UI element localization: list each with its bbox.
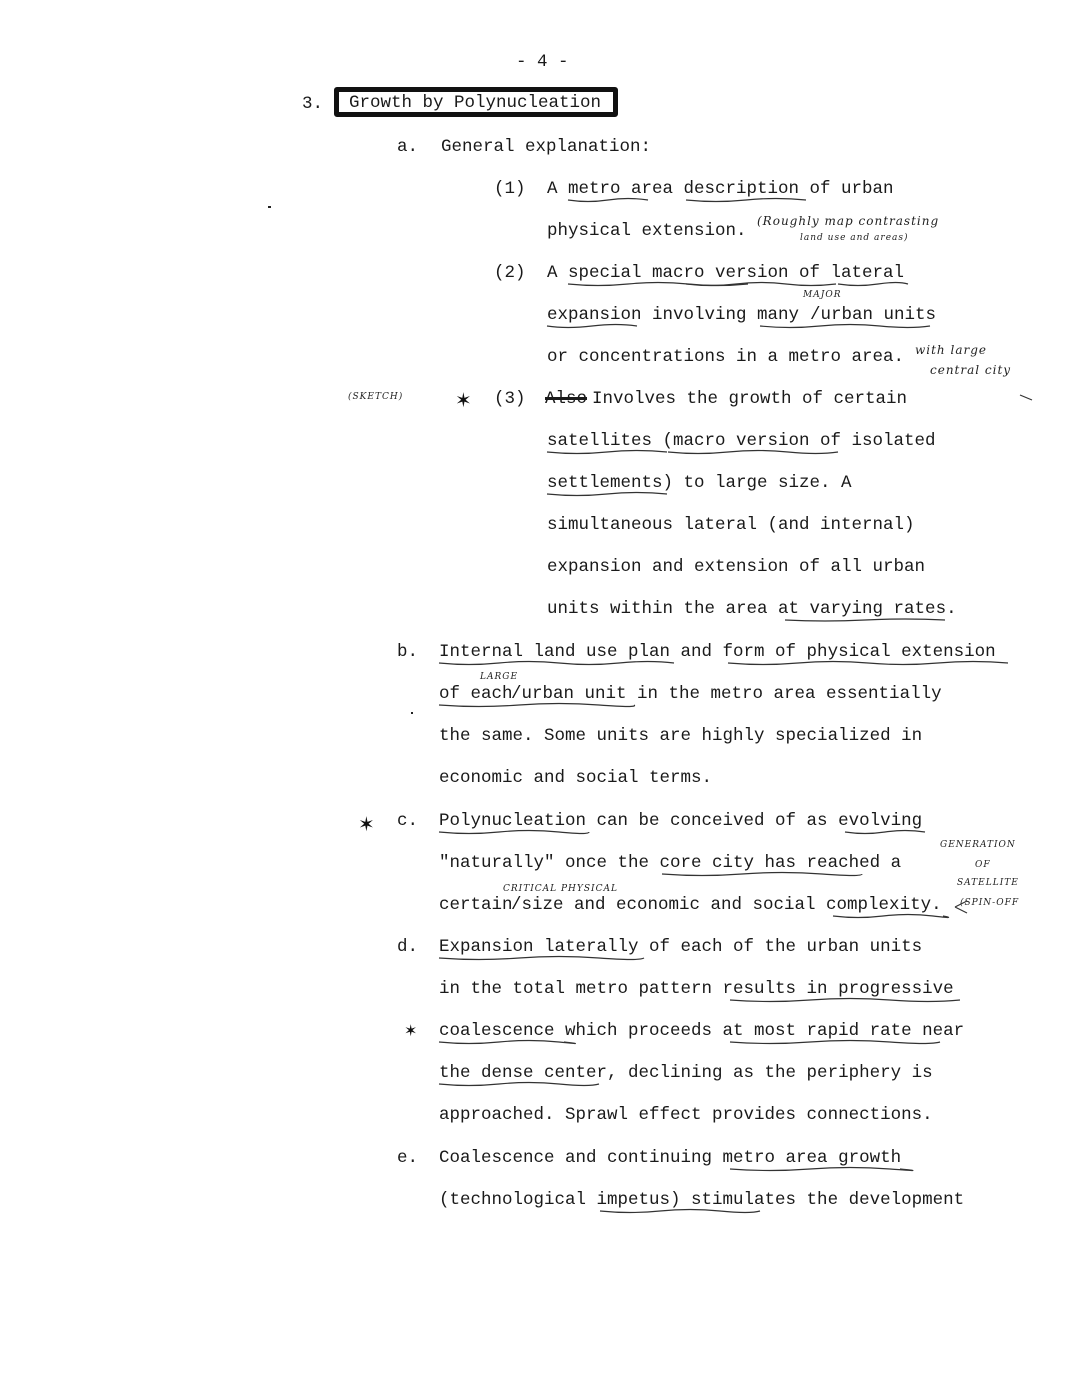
item-a2-line2b: /urban units xyxy=(810,305,937,325)
item-a3-label: (3) xyxy=(494,389,526,409)
item-c-insert: CRITICAL PHYSICAL xyxy=(503,884,618,894)
item-a3-line5: expansion and extension of all urban xyxy=(547,557,926,577)
item-a2-handwritten-note-2: central city xyxy=(930,363,1012,377)
item-d-line3: coalescence which proceeds at most rapid rate near xyxy=(439,1021,965,1041)
item-e-label: e. xyxy=(397,1148,419,1168)
item-e-line2: (technological impetus) stimulates the development xyxy=(439,1190,965,1210)
item-a2-insert: MAJOR xyxy=(803,290,842,300)
item-a3-line6: units within the area at varying rates. xyxy=(547,599,957,619)
item-a3-margin-note: (SKETCH) xyxy=(348,392,404,402)
item-c-line2: "naturally" once the core city has reached a xyxy=(439,853,902,873)
scan-speck xyxy=(268,206,271,208)
item-c-handwritten-note-4: (SPIN-OFF xyxy=(960,898,1020,908)
item-d-line2: in the total metro pattern results in progressive xyxy=(439,979,954,999)
item-c-handwritten-note-3: SATELLITE xyxy=(957,878,1019,888)
item-e-line1: Coalescence and continuing metro area growth xyxy=(439,1148,902,1168)
item-b-line4: economic and social terms. xyxy=(439,768,713,788)
section-title: Growth by Polynucleation xyxy=(349,93,602,113)
item-b-line2b: /urban unit in the metro area essentially xyxy=(511,684,942,704)
star-marker-icon: ✶ xyxy=(404,1021,418,1040)
item-c-label: c. xyxy=(397,811,419,831)
item-c-line1: Polynucleation can be conceived of as evolving xyxy=(439,811,923,831)
item-a1-label: (1) xyxy=(494,179,526,199)
item-b-line3: the same. Some units are highly specialized in xyxy=(439,726,923,746)
item-a3-line2: satellites (macro version of isolated xyxy=(547,431,936,451)
page-number: - 4 - xyxy=(516,52,569,72)
item-c-handwritten-note-2: OF xyxy=(975,860,991,870)
item-a2-line1: A special macro version of lateral xyxy=(547,263,905,283)
section-number: 3. xyxy=(302,94,324,114)
item-c-line3a: certain xyxy=(439,895,513,915)
item-d-line1: Expansion laterally of each of the urban units xyxy=(439,937,923,957)
item-d-line4: the dense center, declining as the periphery is xyxy=(439,1063,933,1083)
item-a3-line1: Involves the growth of certain xyxy=(592,389,908,409)
item-a2-handwritten-note-1: with large xyxy=(915,343,987,357)
item-b-line1: Internal land use plan and form of physical extension xyxy=(439,642,996,662)
star-marker-icon: ✶ xyxy=(358,812,375,836)
item-d-line5: approached. Sprawl effect provides connections. xyxy=(439,1105,933,1125)
item-a3-line3: settlements) to large size. A xyxy=(547,473,852,493)
item-a1-line2: physical extension. xyxy=(547,221,747,241)
item-a-title: General explanation: xyxy=(441,137,652,157)
item-a2-line3: or concentrations in a metro area. xyxy=(547,347,905,367)
item-a1-handwritten-note-1: (Roughly map contrasting xyxy=(757,214,940,228)
item-a3-line4: simultaneous lateral (and internal) xyxy=(547,515,915,535)
item-b-insert: LARGE xyxy=(480,672,519,682)
item-a2-line2a: expansion involving many xyxy=(547,305,800,325)
scan-speck xyxy=(411,712,413,714)
item-a-label: a. xyxy=(397,137,419,157)
item-a1-line1: A metro area description of urban xyxy=(547,179,894,199)
item-c-handwritten-note-1: GENERATION xyxy=(940,840,1016,850)
item-b-line2a: of each xyxy=(439,684,513,704)
item-c-line3b: /size and economic and social complexity. xyxy=(511,895,942,915)
item-a2-label: (2) xyxy=(494,263,526,283)
item-a3-struck-word: Also xyxy=(545,389,588,409)
item-a1-handwritten-note-2: land use and areas) xyxy=(800,233,909,243)
item-d-label: d. xyxy=(397,937,419,957)
star-marker-icon: ✶ xyxy=(455,388,472,412)
item-b-label: b. xyxy=(397,642,419,662)
